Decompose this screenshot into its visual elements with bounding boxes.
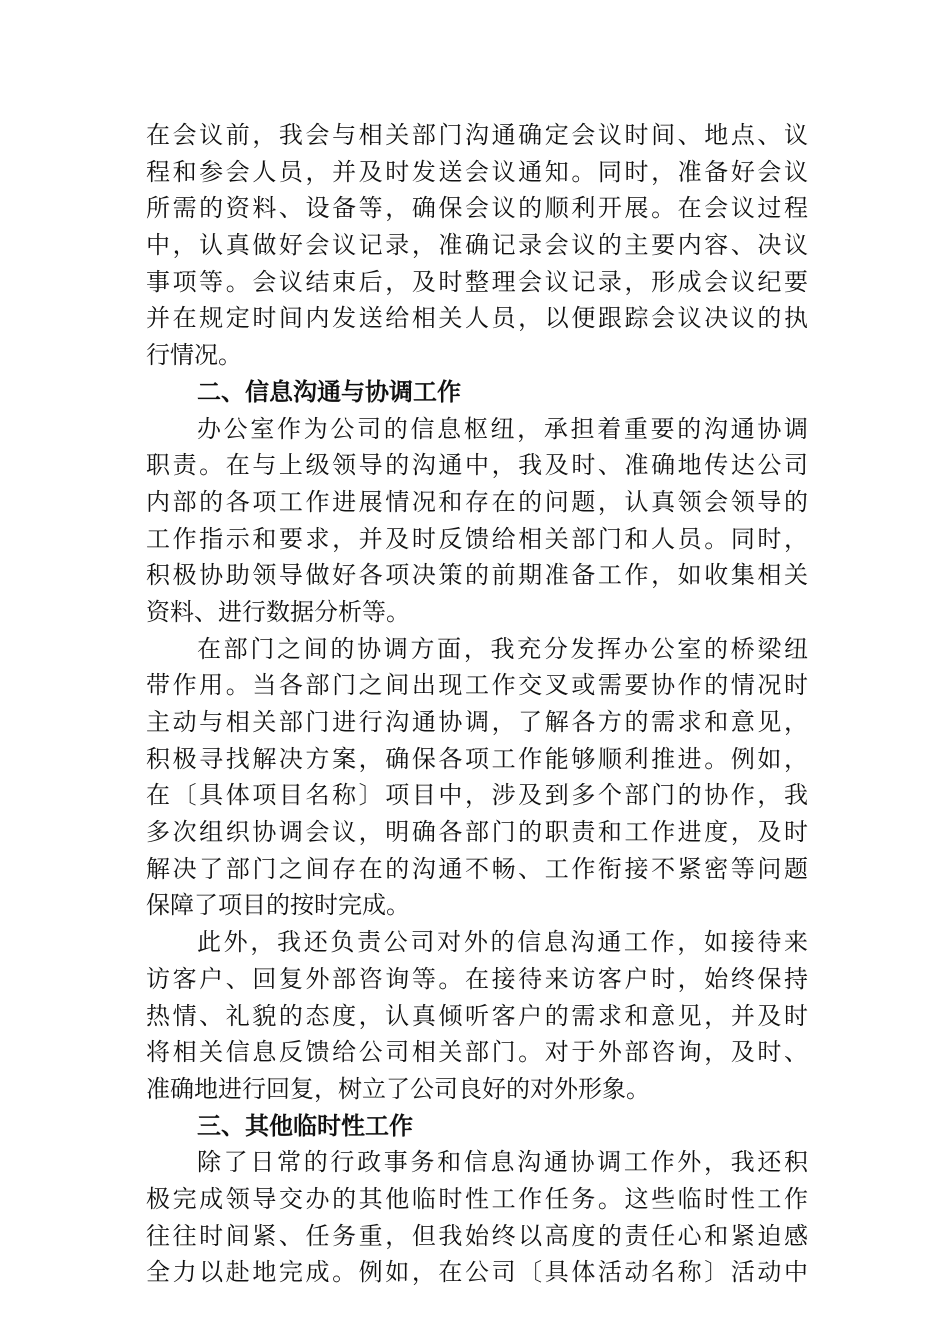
text-line: 在会议前，我会与相关部门沟通确定会议时间、地点、议	[146, 121, 808, 149]
text-line: 准确地进行回复，树立了公司良好的对外形象。	[146, 1074, 650, 1103]
text-line: 热情、礼貌的态度，认真倾听客户的需求和意见，并及时	[146, 1001, 808, 1030]
paragraph-meeting-work	[146, 117, 808, 374]
section-heading-temporary-work: 三、其他临时性工作	[197, 1111, 413, 1140]
text-line: 将相关信息反馈给公司相关部门。对于外部咨询，及时、	[146, 1038, 808, 1067]
paragraph-information-hub	[146, 411, 808, 631]
text-line: 除了日常的行政事务和信息沟通协调工作外，我还积	[197, 1148, 808, 1177]
text-line: 保障了项目的按时完成。	[146, 891, 410, 920]
text-line: 内部的各项工作进展情况和存在的问题，认真领会领导的	[146, 487, 808, 516]
text-line: 解决了部门之间存在的沟通不畅、工作衔接不紧密等问题	[146, 854, 808, 883]
text-line: 在部门之间的协调方面，我充分发挥办公室的桥梁纽	[197, 634, 808, 663]
paragraph-department-coordination	[146, 631, 808, 925]
paragraph-temporary-tasks	[146, 1144, 808, 1291]
text-line: 所需的资料、设备等，确保会议的顺利开展。在会议过程	[146, 194, 808, 223]
section-heading-communication: 二、信息沟通与协调工作	[197, 377, 461, 406]
text-line: 极完成领导交办的其他临时性工作任务。这些临时性工作	[146, 1184, 808, 1213]
document-body	[146, 117, 808, 1291]
text-line: 在〔具体项目名称〕项目中，涉及到多个部门的协作，我	[146, 781, 808, 810]
text-line: 带作用。当各部门之间出现工作交叉或需要协作的情况时	[146, 671, 808, 700]
paragraph-external-communication	[146, 924, 808, 1107]
text-line: 多次组织协调会议，明确各部门的职责和工作进度，及时	[146, 818, 808, 847]
text-line: 行情况。	[146, 341, 242, 370]
text-line: 中，认真做好会议记录，准确记录会议的主要内容、决议	[146, 231, 808, 260]
text-line: 此外，我还负责公司对外的信息沟通工作，如接待来	[197, 928, 808, 957]
text-line: 并在规定时间内发送给相关人员，以便跟踪会议决议的执	[146, 304, 808, 333]
text-line: 往往时间紧、任务重，但我始终以高度的责任心和紧迫感	[146, 1221, 808, 1250]
text-line: 访客户、回复外部咨询等。在接待来访客户时，始终保持	[146, 964, 808, 993]
text-line: 积极寻找解决方案，确保各项工作能够顺利推进。例如，	[146, 744, 808, 773]
text-line: 主动与相关部门进行沟通协调，了解各方的需求和意见，	[146, 708, 808, 736]
text-line: 全力以赴地完成。例如，在公司〔具体活动名称〕活动中	[146, 1258, 808, 1287]
text-line: 办公室作为公司的信息枢纽，承担着重要的沟通协调	[197, 414, 808, 443]
text-line: 积极协助领导做好各项决策的前期准备工作，如收集相关	[146, 561, 808, 590]
text-line: 工作指示和要求，并及时反馈给相关部门和人员。同时，	[146, 524, 808, 553]
text-line: 职责。在与上级领导的沟通中，我及时、准确地传达公司	[146, 451, 808, 480]
text-line: 程和参会人员，并及时发送会议通知。同时，准备好会议	[146, 157, 808, 186]
text-line: 事项等。会议结束后，及时整理会议记录，形成会议纪要	[146, 267, 808, 296]
text-line: 资料、进行数据分析等。	[146, 597, 410, 626]
